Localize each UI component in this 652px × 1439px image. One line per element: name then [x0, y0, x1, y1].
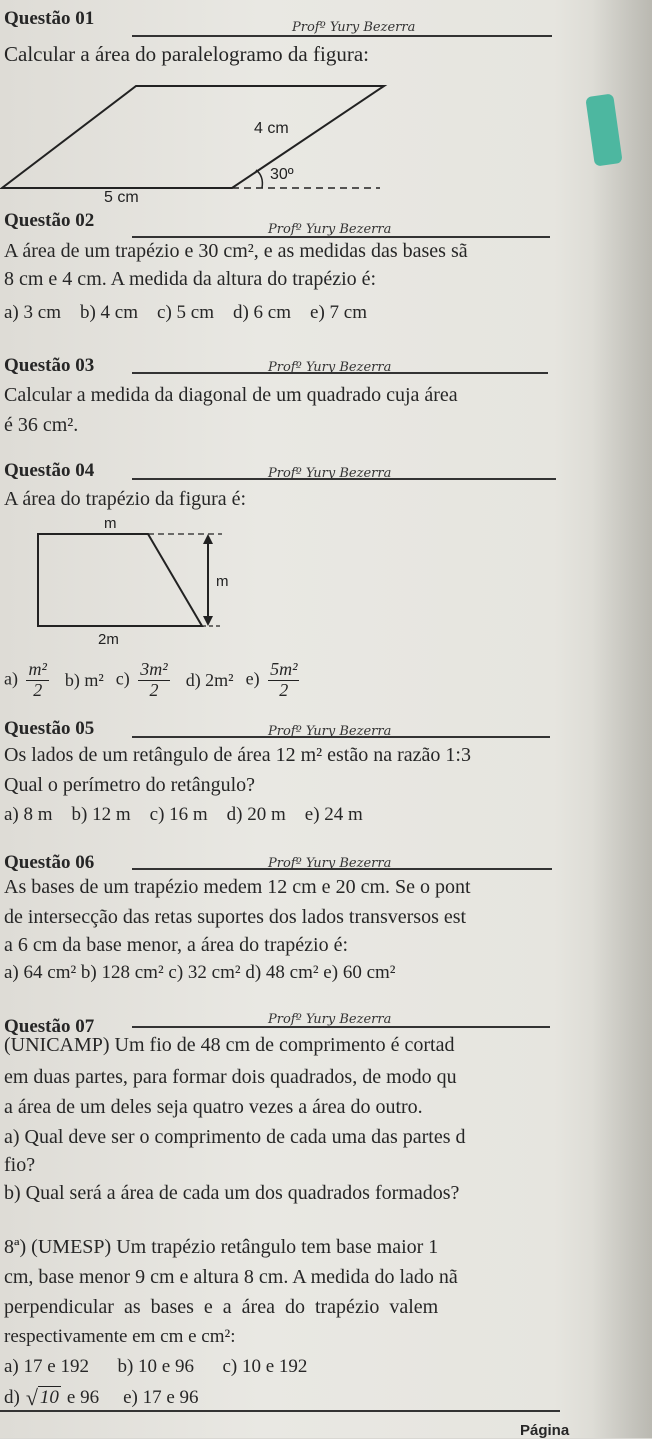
fig-side-label: 4 cm	[254, 120, 289, 137]
q8-line1: 8ª) (UMESP) Um trapézio retângulo tem base maior 1	[4, 1236, 439, 1258]
q8-options-1: a) 17 e 192 b) 10 e 96 c) 10 e 192	[4, 1356, 308, 1377]
trapezoid-shape	[38, 534, 202, 626]
q7-line1: (UNICAMP) Um fio de 48 cm de comprimento é cortad	[4, 1034, 455, 1056]
numerator: 3m²	[140, 659, 168, 679]
q4-text: A área do trapézio da figura é:	[4, 488, 247, 510]
q8-option-e: e) 17 e 96	[123, 1386, 199, 1408]
denominator: 2	[149, 679, 159, 700]
fraction	[138, 660, 169, 701]
q3-prof: Profº Yury Bezerra	[268, 360, 392, 375]
fig-height-label: m	[216, 573, 229, 590]
q4-option-c	[116, 660, 174, 701]
q4-option-a	[4, 660, 53, 701]
q3-line1: Calcular a medida da diagonal de um quadrado cuja área	[4, 384, 458, 406]
q6-line2: de intersecção das retas suportes dos lados transversos est	[4, 906, 467, 928]
q1-rule	[132, 35, 552, 37]
numerator: 5m²	[270, 659, 298, 679]
sqrt-radicand: 10	[39, 1387, 59, 1408]
page-shadow	[592, 0, 652, 1438]
q4-options	[4, 660, 303, 701]
q4-heading: Questão 04	[4, 460, 95, 481]
q8-line3: perpendicular as bases e a área do trapézio valem	[4, 1296, 439, 1318]
q8-options-2	[4, 1386, 199, 1409]
q8-option-d-label: d)	[4, 1386, 20, 1408]
q4-option-d: d) 2m²	[185, 669, 234, 690]
q5-line2: Qual o perímetro do retângulo?	[4, 774, 256, 796]
q4-option-b: b) m²	[64, 669, 104, 690]
q5-heading: Questão 05	[4, 718, 95, 739]
fig-base-label: 5 cm	[104, 189, 139, 203]
q1-heading: Questão 01	[4, 8, 95, 29]
q7-line4: a) Qual deve ser o comprimento de cada uma das partes d	[4, 1126, 466, 1148]
opt-label: a)	[4, 668, 18, 689]
arrow-head-up	[203, 534, 213, 544]
q4-prof: Profº Yury Bezerra	[268, 466, 392, 481]
q2-heading: Questão 02	[4, 210, 95, 231]
q7-line5: fio?	[4, 1154, 36, 1176]
parallelogram-figure	[0, 78, 400, 203]
q7-line3: a área de um deles seja quatro vezes a área do outro.	[4, 1096, 423, 1118]
q6-line1: As bases de um trapézio medem 12 cm e 20 cm. Se o pont	[4, 876, 471, 898]
fig-angle-label: 30º	[270, 166, 294, 183]
page-label: Página	[520, 1422, 570, 1439]
fig-base-label: 2m	[98, 631, 119, 648]
q1-text: Calcular a área do paralelogramo da figura:	[4, 42, 369, 66]
opt-label: e)	[245, 668, 260, 689]
opt-label: c)	[115, 668, 130, 689]
fraction	[268, 660, 299, 701]
q7-line6: b) Qual será a área de cada um dos quadrados formados?	[4, 1182, 460, 1204]
q6-line3: a 6 cm da base menor, a área do trapézio é:	[4, 934, 349, 956]
q8-line4: respectivamente em cm e cm²:	[4, 1326, 236, 1347]
sqrt-expression	[26, 1386, 61, 1409]
denominator: 2	[279, 679, 289, 700]
angle-arc	[256, 170, 262, 188]
fraction	[26, 660, 48, 701]
q5-prof: Profº Yury Bezerra	[268, 724, 392, 739]
parallelogram-shape	[2, 86, 384, 188]
q2-prof: Profº Yury Bezerra	[268, 222, 392, 237]
q6-options: a) 64 cm² b) 128 cm² c) 32 cm² d) 48 cm² e) 60 cm²	[4, 962, 396, 983]
sqrt-symbol: √	[25, 1385, 38, 1410]
footer-rule	[0, 1410, 560, 1412]
q5-options: a) 8 m b) 12 m c) 16 m d) 20 m e) 24 m	[4, 804, 363, 825]
q7-heading: Questão 07	[4, 1016, 95, 1037]
q6-heading: Questão 06	[4, 852, 95, 873]
fig-top-label: m	[104, 515, 117, 532]
q2-line1: A área de um trapézio e 30 cm², e as medidas das bases sã	[4, 240, 468, 262]
q4-option-e	[246, 660, 304, 701]
q3-heading: Questão 03	[4, 355, 95, 376]
numerator: m²	[28, 659, 47, 679]
q2-options: a) 3 cm b) 4 cm c) 5 cm d) 6 cm e) 7 cm	[4, 302, 367, 323]
trapezoid-figure	[0, 512, 260, 652]
denominator: 2	[33, 679, 43, 700]
q7-prof: Profº Yury Bezerra	[268, 1012, 392, 1027]
q7-line2: em duas partes, para formar dois quadrados, de modo qu	[4, 1066, 457, 1088]
q2-line2: 8 cm e 4 cm. A medida da altura do trapézio é:	[4, 268, 377, 290]
q6-prof: Profº Yury Bezerra	[268, 856, 392, 871]
q8-option-d-rest: e 96	[66, 1386, 100, 1408]
arrow-head-down	[203, 616, 213, 626]
q8-line2: cm, base menor 9 cm e altura 8 cm. A medida do lado nã	[4, 1266, 458, 1288]
q5-line1: Os lados de um retângulo de área 12 m² estão na razão 1:3	[4, 744, 471, 766]
q1-prof: Profº Yury Bezerra	[292, 20, 416, 35]
q3-line2: é 36 cm².	[4, 414, 79, 436]
